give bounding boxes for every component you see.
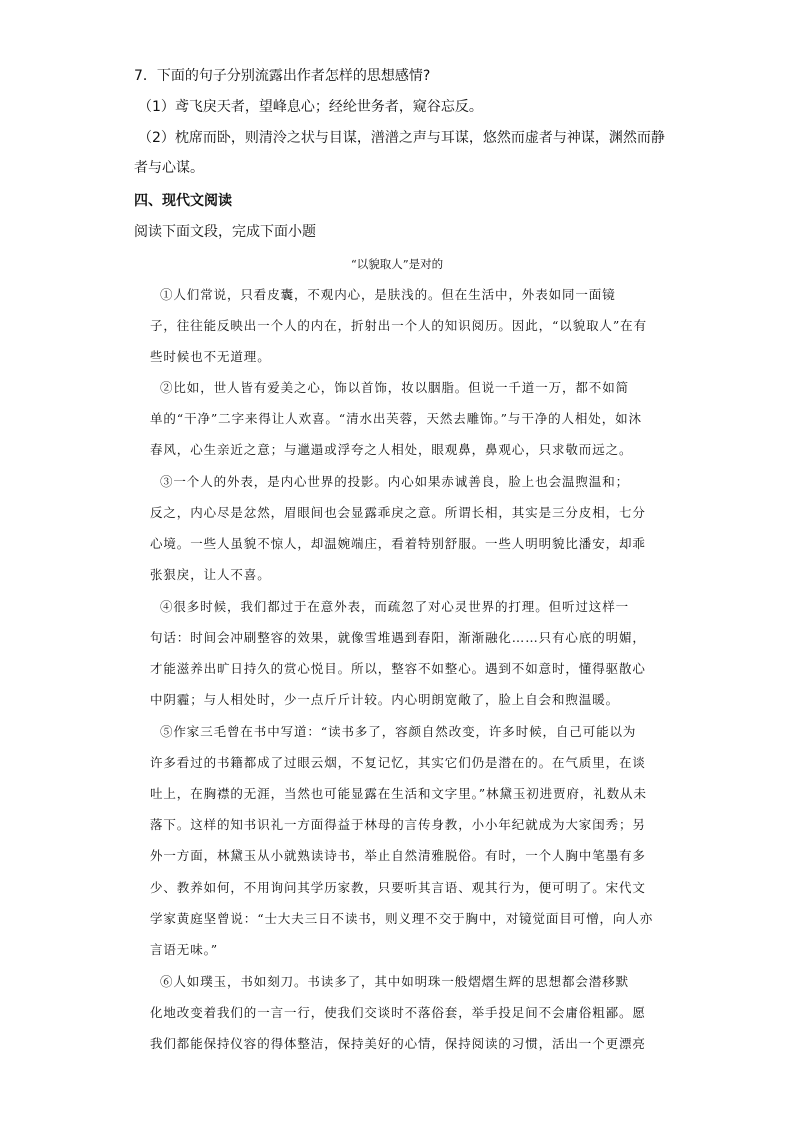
essay-line: 外一方面，林黛玉从小就熟读诗书，举止自然清雅脱俗。有时，一个人胸中笔墨有多	[150, 848, 646, 863]
essay-line: ③一个人的外表，是内心世界的投影。内心如果赤诚善良，脸上也会温煦温和；	[160, 474, 630, 489]
essay-line: 句话：时间会冲刷整容的效果，就像雪堆遇到春阳，渐渐融化……只有心底的明媚，	[150, 630, 646, 645]
essay-line: 少、教养如何，不用询问其学历家教，只要听其言语、观其行为，便可明了。宋代文	[150, 880, 646, 895]
essay-line: ①人们常说，只看皮囊，不观内心，是肤浅的。但在生活中，外表如同一面镜	[160, 287, 616, 302]
essay-line: 张狠戾，让人不喜。	[150, 567, 271, 582]
question-7-item-2-line-1: （2）枕席而卧，则清泠之状与目谋，潽潽之声与耳谋，悠然而虚者与神谋，渊然而静	[138, 130, 665, 146]
question-7-prompt: 7．下面的句子分别流露出作者怎样的思想感情?	[134, 68, 431, 84]
essay-line: 才能滋养出旷日持久的赏心悦目。所以，整容不如整心。遇到不如意时，懂得驱散心	[150, 661, 646, 676]
essay-line: 子，往往能反映出一个人的内在，折射出一个人的知识阅历。因此，“以貌取人”在有	[150, 318, 647, 333]
essay-line: 我们都能保持仪容的得体整洁，保持美好的心情，保持阅读的习惯，活出一个更漂亮	[150, 1036, 646, 1051]
essay-line: ④很多时候，我们都过于在意外表，而疏忽了对心灵世界的打理。但听过这样一	[160, 599, 630, 614]
essay-line: 言语无味。”	[150, 942, 219, 957]
essay-line: 许多看过的书籍都成了过眼云烟，不复记忆，其实它们仍是潜在的。在气质里，在谈	[150, 755, 646, 770]
essay-line: 化地改变着我们的一言一行，使我们交谈时不落俗套，举手投足间不会庸俗粗鄙。愿	[150, 1005, 646, 1020]
essay-line: 春风，心生亲近之意；与邋遢或浮夸之人相处，眼观鼻，鼻观心，只求敬而远之。	[150, 442, 633, 457]
essay-line: 学家黄庭坚曾说：“士大夫三日不读书，则义理不交于胸中，对镜觉面目可憎，向人亦	[150, 911, 654, 926]
essay-line: 吐上，在胸襟的无涯，当然也可能显露在生活和文字里。”林黛玉初进贾府，礼数从未	[150, 786, 647, 801]
essay-line: ⑤作家三毛曾在书中写道：“读书多了，容颜自然改变，许多时候，自己可能以为	[160, 724, 637, 739]
essay-line: 中阴霾；与人相处时，少一点斤斤计较。内心明朗宽敞了，脸上自会和煦温暖。	[150, 692, 620, 707]
essay-line: 落下。这样的知书识礼一方面得益于林母的言传身教，小小年纪就成为大家闺秀；另	[150, 817, 646, 832]
section-4-heading: 四、现代文阅读	[134, 193, 232, 209]
essay-title: “以貌取人”是对的	[350, 257, 444, 271]
section-4-instruction: 阅读下面文段，完成下面小题	[134, 224, 316, 240]
question-7-item-1: （1）鸢飞戾天者，望峰息心；经纶世务者，窥谷忘反。	[138, 99, 483, 115]
question-7-item-2-line-2: 者与心谋。	[134, 160, 204, 176]
essay-line: ②比如，世人皆有爱美之心，饰以首饰，妆以胭脂。但说一千道一万，都不如简	[160, 380, 630, 395]
essay-line: ⑥人如璞玉，书如刻刀。书读多了，其中如明珠一般熠熠生辉的思想都会潜移默	[160, 974, 630, 989]
essay-line: 单的“干净”二字来得让人欢喜。“清水出芙蓉，天然去雕饰。”与干净的人相处，如沐	[150, 411, 642, 426]
essay-line: 些时候也不无道理。	[150, 349, 271, 364]
essay-line: 反之，内心尽是忿然，眉眼间也会显露乖戾之意。所谓长相，其实是三分皮相，七分	[150, 505, 646, 520]
essay-line: 心境。一些人虽貌不惊人，却温婉端庄，看着特别舒服。一些人明明貌比潘安，却乖	[150, 536, 646, 551]
